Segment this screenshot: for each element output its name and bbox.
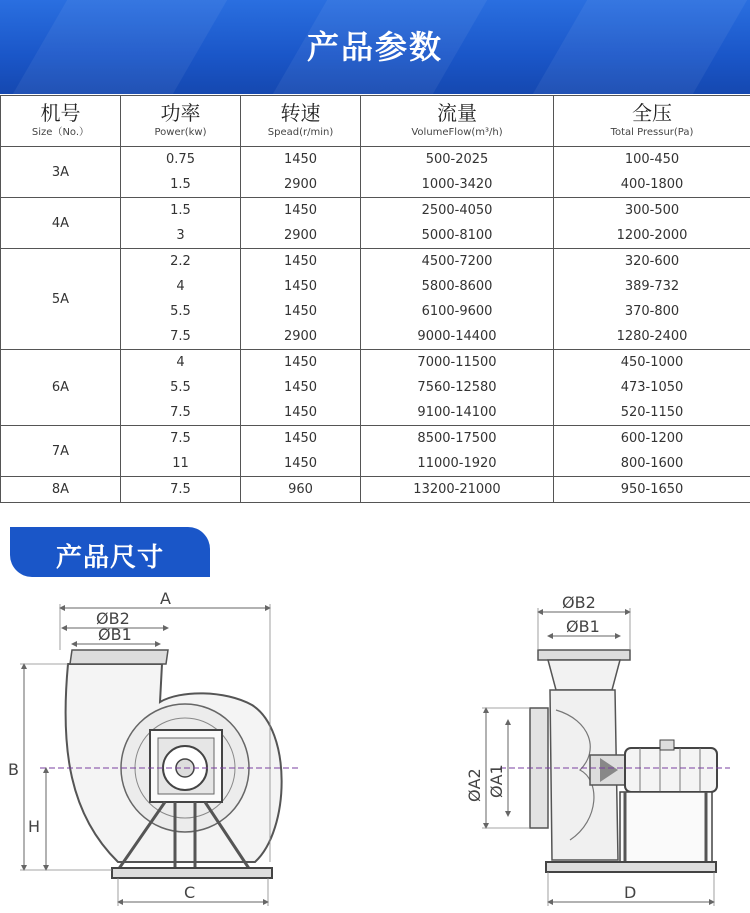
pressure-cell: 950-1650: [554, 477, 750, 503]
table-row: [1, 249, 750, 350]
pressure-cell: 100-450 400-1800: [554, 147, 750, 198]
dim-C-label: C: [184, 883, 196, 902]
header-power: 功率 Power(kw): [121, 96, 241, 147]
flow-cell: 2500-4050 5000-8100: [361, 198, 554, 249]
top-banner: [0, 0, 750, 94]
table-row: [1, 477, 750, 503]
flow-cell: 500-2025 1000-3420: [361, 147, 554, 198]
size-cell: 7A: [1, 426, 121, 477]
power-cell: 1.5 3: [121, 198, 241, 249]
speed-cell: 1450 1450 1450: [241, 350, 361, 426]
flow-cell: 4500-7200 5800-8600 6100-9600 9000-14400: [361, 249, 554, 350]
power-cell: 2.2 4 5.5 7.5: [121, 249, 241, 350]
header-flow: 流量 VolumeFlow(m³/h): [361, 96, 554, 147]
speed-cell: 1450 2900: [241, 198, 361, 249]
dim-front-B1-label: ØB1: [566, 617, 600, 636]
dim-B2-label: ØB2: [96, 609, 130, 628]
pressure-cell: 320-600 389-732 370-800 1280-2400: [554, 249, 750, 350]
header-speed: 转速 Spead(r/min): [241, 96, 361, 147]
power-cell: 7.5 11: [121, 426, 241, 477]
size-cell: 6A: [1, 350, 121, 426]
table-row: [1, 426, 750, 477]
table-row: [1, 147, 750, 198]
dim-front-B2-label: ØB2: [562, 593, 596, 612]
fan-side-view: [8, 589, 300, 906]
section-title-bar: [10, 527, 210, 577]
dim-H-label: H: [28, 817, 41, 836]
flow-cell: 7000-11500 7560-12580 9100-14100: [361, 350, 554, 426]
header-pressure: 全压 Total Pressur(Pa): [554, 96, 750, 147]
power-cell: 0.75 1.5: [121, 147, 241, 198]
dim-B-label: B: [8, 760, 19, 779]
banner-title: 产品参数: [306, 28, 443, 66]
flow-cell: 8500-17500 11000-1920: [361, 426, 554, 477]
flow-cell: 13200-21000: [361, 477, 554, 503]
dim-D-label: D: [624, 883, 637, 902]
table-row: [1, 350, 750, 426]
table-row: [1, 198, 750, 249]
size-cell: 3A: [1, 147, 121, 198]
fan-front-view: [465, 593, 730, 906]
section-title: 产品尺寸: [55, 543, 164, 573]
power-cell: 4 5.5 7.5: [121, 350, 241, 426]
size-cell: 5A: [1, 249, 121, 350]
speed-cell: 960: [241, 477, 361, 503]
header-row: [1, 96, 750, 147]
power-cell: 7.5: [121, 477, 241, 503]
dim-A-label: A: [160, 589, 171, 608]
size-cell: 4A: [1, 198, 121, 249]
speed-cell: 1450 1450 1450 2900: [241, 249, 361, 350]
speed-cell: 1450 2900: [241, 147, 361, 198]
speed-cell: 1450 1450: [241, 426, 361, 477]
pressure-cell: 300-500 1200-2000: [554, 198, 750, 249]
size-cell: 8A: [1, 477, 121, 503]
dim-A2-label: ØA2: [465, 768, 484, 802]
pressure-cell: 600-1200 800-1600: [554, 426, 750, 477]
header-size: 机号 Size（No.）: [1, 96, 121, 147]
pressure-cell: 450-1000 473-1050 520-1150: [554, 350, 750, 426]
spec-table: [0, 95, 750, 503]
dim-B1-label: ØB1: [98, 625, 132, 644]
dimension-drawing: [0, 580, 750, 913]
dim-A1-label: ØA1: [487, 764, 506, 798]
